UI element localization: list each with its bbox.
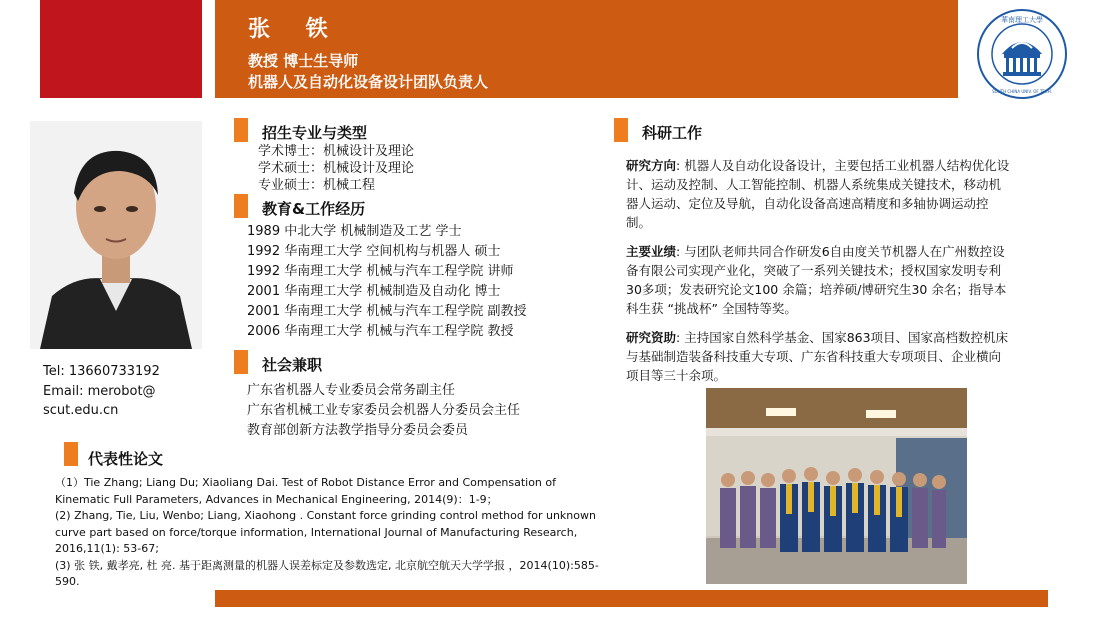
social-title: 社会兼职: [262, 356, 323, 374]
direction-text: : 机器人及自动化设备设计，主要包括工业机器人结构优化设计、运动及控制、人工智能控制、机器人系统集成关键技术，移动机器人运动、定位及导航，自动化设备高速高精度和多轴协调运动控制。: [626, 158, 1010, 230]
education-title: 教育&工作经历: [262, 200, 366, 218]
professor-name: 张 铁: [248, 17, 342, 42]
list-item: 广东省机械工业专家委员会机器人分委员会主任: [247, 403, 521, 418]
svg-text:華南理工大學: 華南理工大學: [1001, 16, 1043, 24]
education-list: [247, 222, 526, 342]
research-title: 科研工作: [642, 124, 703, 142]
list-item: 专业硕士：机械工程: [258, 178, 376, 193]
email-address[interactable]: Email: merobot@: [43, 383, 156, 399]
section-marker: [234, 350, 248, 374]
achievements-label: 主要业绩: [626, 244, 677, 259]
list-item: (3) 张 铁, 戴孝亮, 杜 亮. 基于距离测量的机器人误差标定及参数选定, 北京航空航天大学学报 ，2014(10):585-590.: [55, 558, 599, 588]
list-item: 1989 中北大学 机械制造及工艺 学士: [247, 224, 462, 239]
section-marker: [234, 118, 248, 142]
university-seal-icon: [976, 8, 1068, 100]
footer-bar: [215, 590, 1048, 607]
portrait-photo: [30, 121, 202, 349]
list-item: 1992 华南理工大学 机械与汽车工程学院 讲师: [247, 264, 514, 279]
list-item: 1992 华南理工大学 空间机构与机器人 硕士: [247, 244, 501, 259]
admissions-list: [258, 143, 414, 194]
list-item: （1）Tie Zhang; Liang Du; Xiaoliang Dai. Test of Robot Distance Error and Compensation of Kinematic Full Parameters, Advances in Mechanical Engineering, 2014(9)：1-9；: [55, 476, 556, 506]
research-achievements: [626, 242, 1010, 318]
section-marker: [614, 118, 628, 142]
professor-title: 教授 博士生导师: [248, 52, 359, 70]
header-red-block: [40, 0, 202, 98]
list-item: 学术硕士：机械设计及理论: [258, 161, 415, 176]
research-funding: [626, 328, 1010, 385]
list-item: 教育部创新方法教学指导分委员会委员: [247, 423, 469, 438]
social-list: [247, 381, 520, 441]
list-item: 学术博士：机械设计及理论: [258, 144, 415, 159]
funding-label: 研究资助: [626, 330, 677, 345]
papers-list: [55, 475, 613, 591]
email-domain[interactable]: scut.edu.cn: [43, 403, 119, 418]
professor-role: 机器人及自动化设备设计团队负责人: [248, 73, 489, 91]
section-marker: [234, 194, 248, 218]
section-marker: [64, 442, 78, 466]
list-item: (2) Zhang, Tie, Liu, Wenbo; Liang, Xiaohong . Constant force grinding control method for unknown curve part based on force/torque information, International Journal of Manufacturing Research, 2016,11(1): 53-67;: [55, 509, 596, 555]
phone-number: Tel: 13660733192: [43, 364, 160, 379]
list-item: 2006 华南理工大学 机械与汽车工程学院 教授: [247, 324, 514, 339]
admissions-title: 招生专业与类型: [262, 124, 368, 142]
contact-block: [43, 362, 160, 421]
direction-label: 研究方向: [626, 158, 677, 173]
list-item: 广东省机器人专业委员会常务副主任: [247, 383, 456, 398]
list-item: 2001 华南理工大学 机械与汽车工程学院 副教授: [247, 304, 527, 319]
list-item: 2001 华南理工大学 机械制造及自动化 博士: [247, 284, 501, 299]
achievements-text: : 与团队老师共同合作研发6自由度关节机器人在广州数控设备有限公司实现产业化，突破了一系列关键技术；授权国家发明专利30多项；发表研究论文100 余篇；培养硕/博研究生30 余名；指导本科生获 “挑战杯” 全国特等奖。: [626, 244, 1007, 316]
group-photo: [706, 388, 967, 584]
funding-text: : 主持国家自然科学基金、国家863项目、国家高档数控机床与基础制造装备科技重大专项、广东省科技重大专项项目、企业横向项目等三十余项。: [626, 330, 1009, 383]
research-direction: [626, 156, 1010, 232]
papers-title: 代表性论文: [88, 450, 164, 468]
svg-text:SOUTH CHINA UNIV. OF TECH.: SOUTH CHINA UNIV. OF TECH.: [992, 89, 1052, 94]
